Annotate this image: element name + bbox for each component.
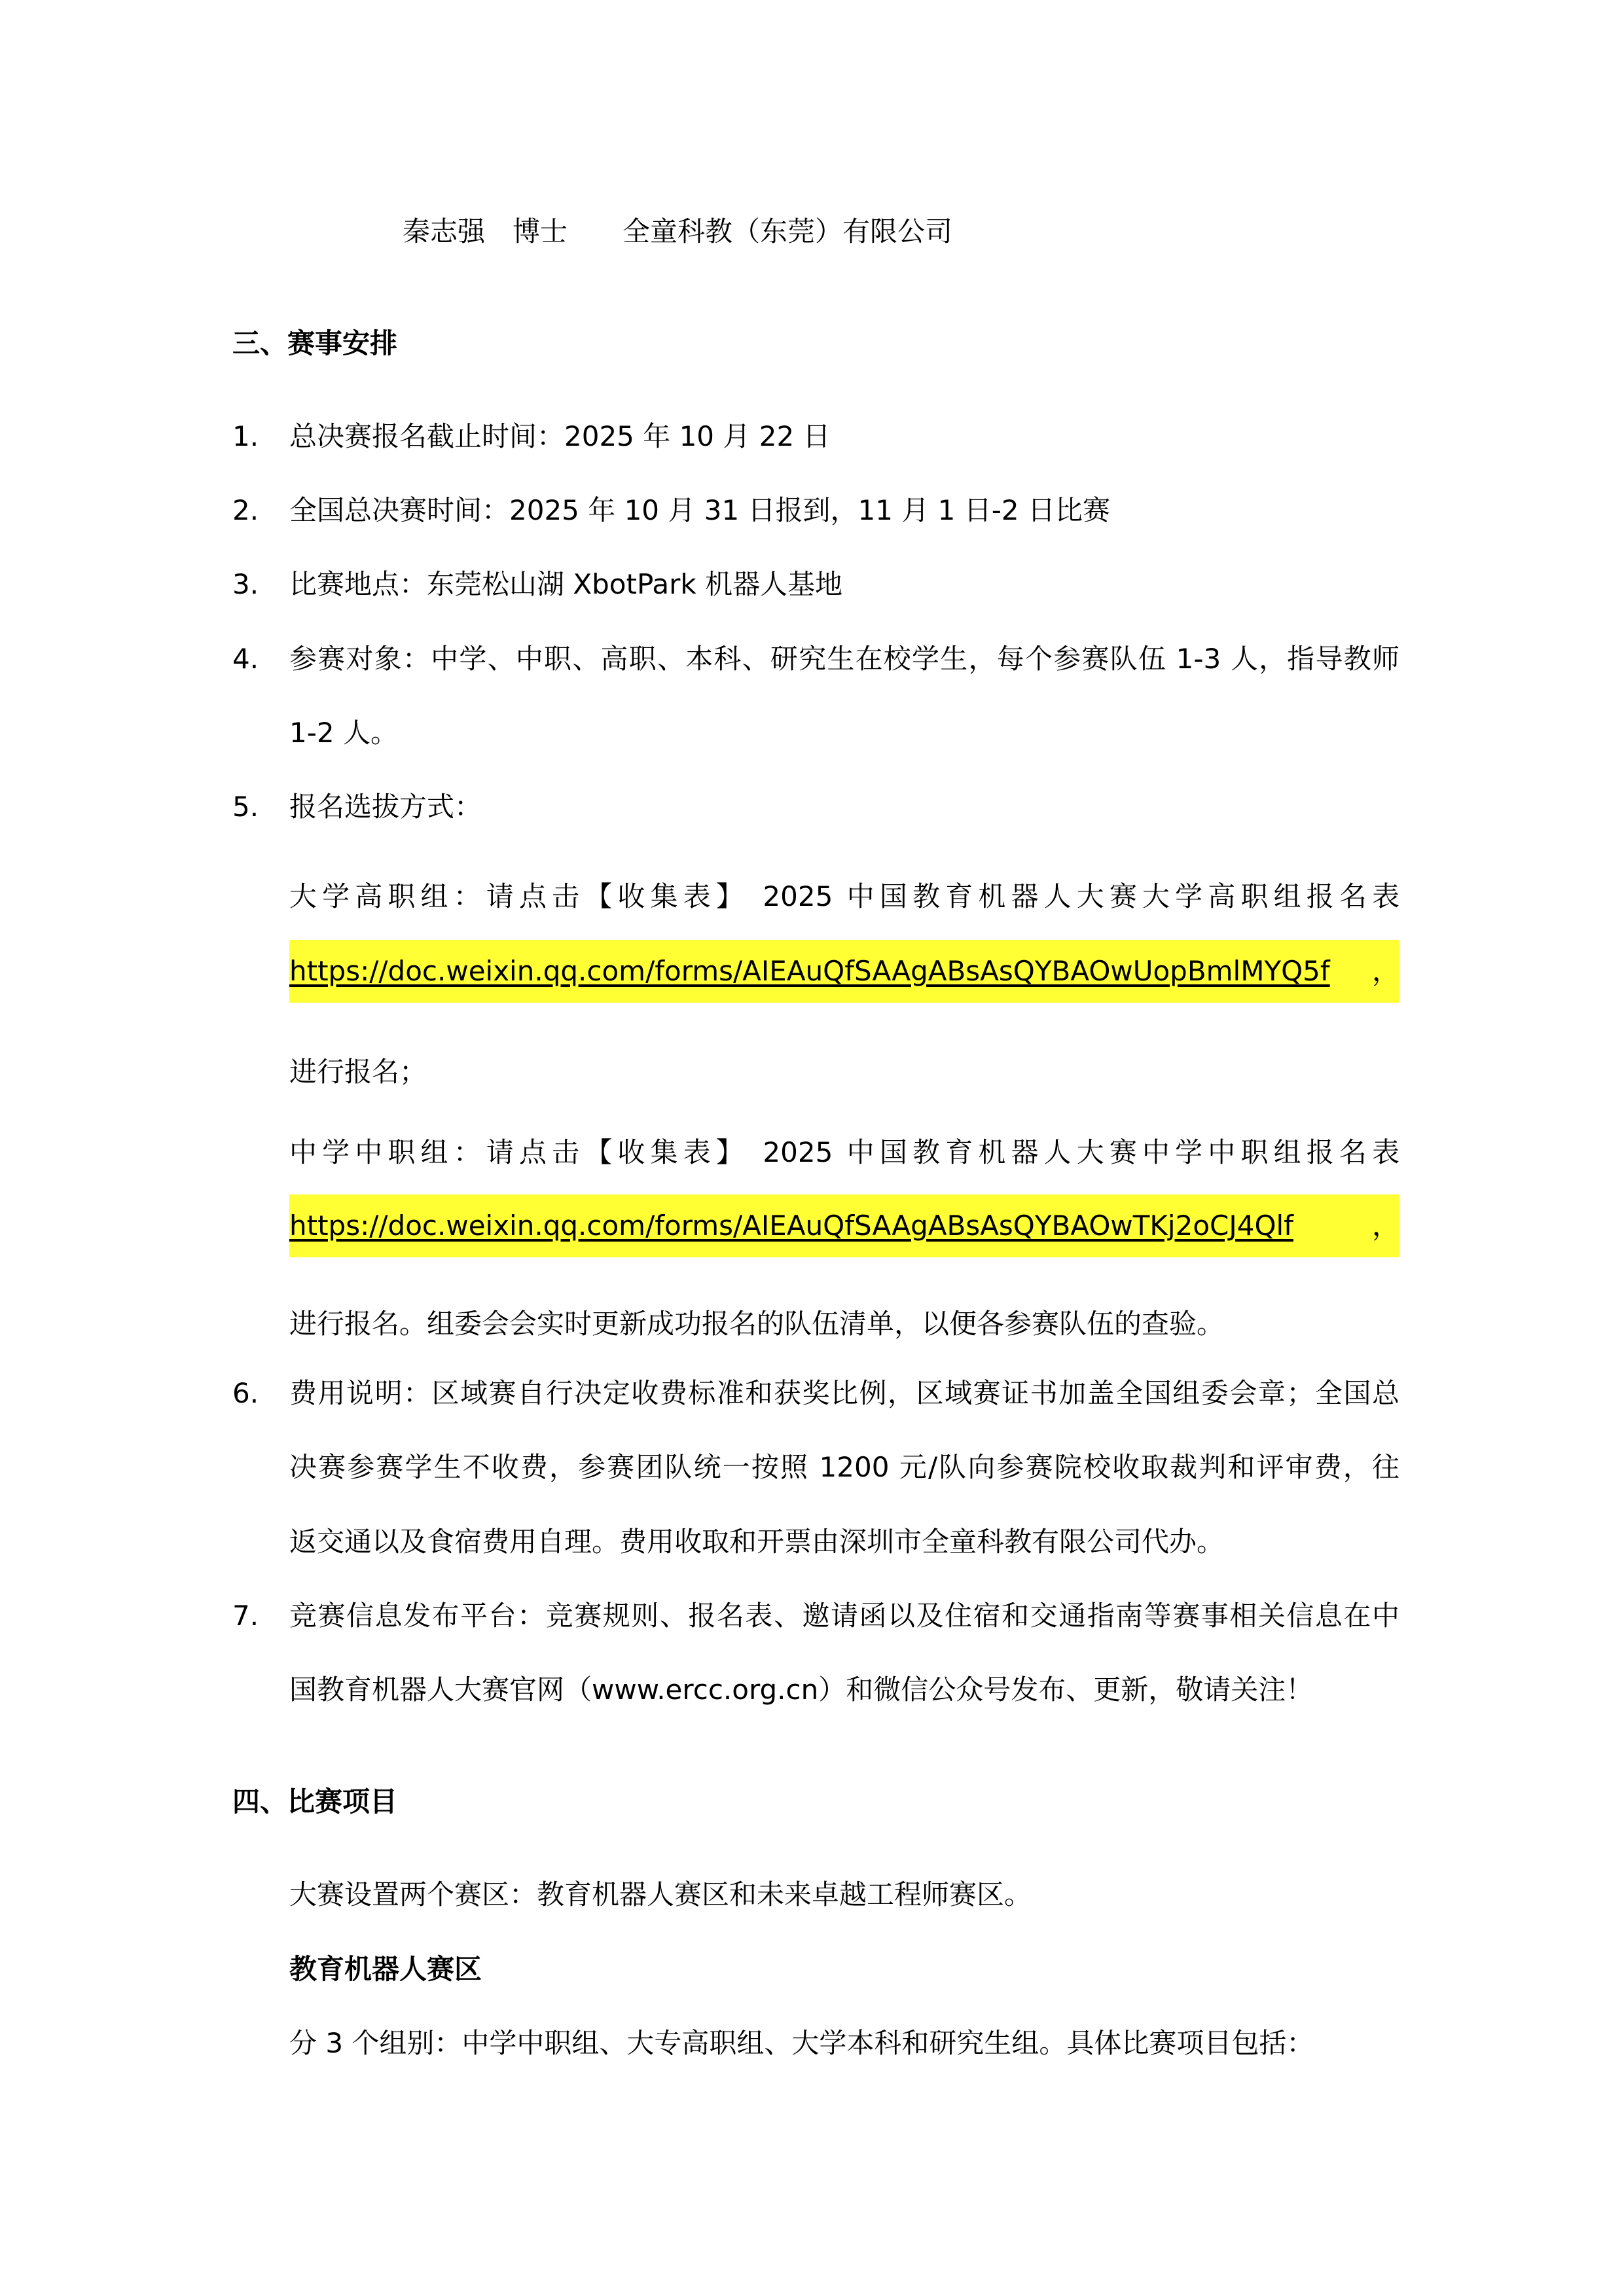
section-4-groups: 分 3 个组别：中学中职组、大专高职组、大学本科和研究生组。具体比赛项目包括： — [289, 2027, 1314, 2059]
item-6-number: 6. — [232, 1377, 259, 1409]
college-signup-label: 大学高职组：请点击【收集表】 2025 中国教育机器人大赛大学高职组报名表 — [289, 880, 1399, 912]
item-1-number: 1. — [232, 420, 259, 452]
item-5-text: 报名选拔方式： — [289, 791, 482, 823]
item-1-text: 总决赛报名截止时间：2025 年 10 月 22 日 — [289, 420, 831, 452]
item-7-line-1: 竞赛信息发布平台：竞赛规则、报名表、邀请函以及住宿和交通指南等赛事相关信息在中 — [289, 1600, 1399, 1632]
item-5-number: 5. — [232, 791, 259, 823]
section-4-intro: 大赛设置两个赛区：教育机器人赛区和未来卓越工程师赛区。 — [289, 1878, 1032, 1910]
item-4-line-2: 1-2 人。 — [289, 717, 398, 749]
middle-signup-link-row — [289, 1194, 1399, 1257]
middle-signup-label: 中学中职组：请点击【收集表】 2025 中国教育机器人大赛中学中职组报名表 — [289, 1136, 1399, 1168]
item-4-line-1: 参赛对象：中学、中职、高职、本科、研究生在校学生，每个参赛队伍 1-3 人，指导教师 — [289, 643, 1399, 675]
college-signup-link-row — [289, 940, 1399, 1003]
header-line: 秦志强 博士 全童科教（东莞）有限公司 — [403, 215, 953, 247]
item-7-line-2: 国教育机器人大赛官网（www.ercc.org.cn）和微信公众号发布、更新，敬请关注！ — [289, 1674, 1314, 1706]
section-4-subheading: 教育机器人赛区 — [289, 1953, 482, 1985]
item-6-line-1: 费用说明：区域赛自行决定收费标准和获奖比例，区域赛证书加盖全国组委会章；全国总 — [289, 1377, 1399, 1409]
item-3-number: 3. — [232, 568, 259, 600]
middle-signup-after: 进行报名。组委会会实时更新成功报名的队伍清单，以便各参赛队伍的查验。 — [289, 1308, 1225, 1340]
college-signup-after: 进行报名； — [289, 1056, 427, 1088]
item-7-number: 7. — [232, 1600, 259, 1632]
item-4-number: 4. — [232, 643, 259, 675]
section-3-title: 三、赛事安排 — [232, 327, 398, 359]
section-4-title: 四、比赛项目 — [232, 1785, 398, 1818]
college-signup-link-suffix: ， — [1371, 955, 1399, 987]
item-2-number: 2. — [232, 494, 259, 526]
item-6-line-2: 决赛参赛学生不收费，参赛团队统一按照 1200 元/队向参赛院校收取裁判和评审费，往 — [289, 1451, 1399, 1483]
item-2-text: 全国总决赛时间：2025 年 10 月 31 日报到，11 月 1 日-2 日比赛 — [289, 494, 1110, 526]
item-3-text: 比赛地点：东莞松山湖 XbotPark 机器人基地 — [289, 568, 843, 600]
middle-signup-link-suffix: ， — [1371, 1210, 1399, 1242]
item-6-line-3: 返交通以及食宿费用自理。费用收取和开票由深圳市全童科教有限公司代办。 — [289, 1526, 1225, 1558]
middle-signup-link[interactable]: https://doc.weixin.qq.com/forms/AIEAuQfSAAgABsAsQYBAOwTKj2oCJ4Qlf — [289, 1210, 1293, 1242]
college-signup-link[interactable]: https://doc.weixin.qq.com/forms/AIEAuQfSAAgABsAsQYBAOwUopBmlMYQ5f — [289, 955, 1330, 987]
